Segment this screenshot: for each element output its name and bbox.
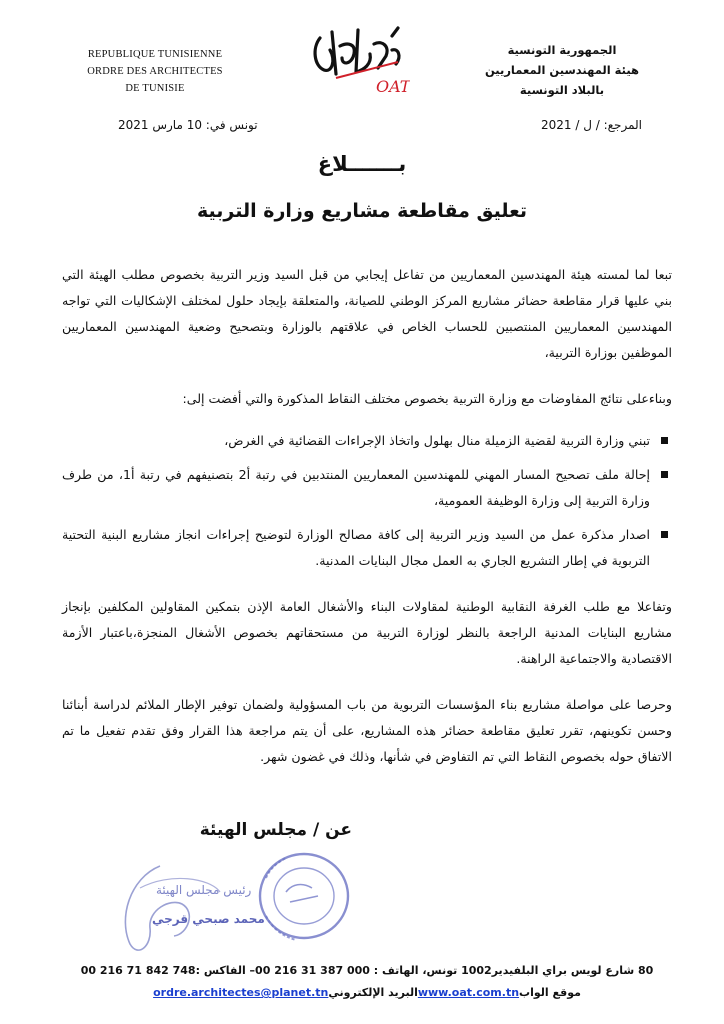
oat-logo-icon bbox=[306, 20, 410, 98]
header-ar-line-3: بالبلاد التونسية bbox=[519, 83, 605, 97]
handwritten-signature-icon bbox=[100, 858, 230, 958]
header-fr-line-2: ORDRE DES ARCHITECTES bbox=[87, 66, 223, 77]
website-link[interactable]: www.oat.com.tn bbox=[417, 986, 520, 999]
paragraph-4: وحرصا على مواصلة مشاريع بناء المؤسسات التربوية من باب المسؤولية ولضمان توفير الإطار الملائم لدراسة أبنائنا وحسن تكوينهم، تقرر تعليق مقاطعة حضائر هذه المشاريع، على أن يتم مراجعة هذا القرار وفق تقدم تفعيل ما تم الاتفاق حوله بخصوص النقاط التي تم التفاوض في شأنها، وذلك في غضون شهر. bbox=[62, 697, 672, 764]
document-body bbox=[62, 262, 672, 790]
list-item: تبني وزارة التربية لقضية الزميلة منال بهلول واتخاذ الإجراءات القضائية في الغرض، bbox=[62, 428, 650, 454]
list-item: إحالة ملف تصحيح المسار المهني للمهندسين المعماريين المنتدبين في رتبة أ2 بتصنيفهم في رتبة أ1، من طرف وزارة التربية إلى وزارة الوظيفة العمومية، bbox=[62, 462, 650, 514]
paragraph-1: تبعا لما لمسته هيئة المهندسين المعماريين من تفاعل إيجابي من قبل السيد وزير التربية بخصوص مطلب الهيئة التي بني عليها قرار مقاطعة حضائر مشاريع المركز الوطني للصيانة، والمتعلقة بإيجاد حلول لمختلف الإشكاليات التي تواجه المهندسين المعماريين المنتصبين للحساب الخاص في علاقتهم بالوزارة وبتصحيح وضعية المهندسين المعماريين الموظفين بوزارة التربية، bbox=[62, 267, 672, 360]
header-arabic bbox=[482, 40, 642, 100]
header-ar-line-1: الجمهورية التونسية bbox=[507, 43, 617, 57]
header-french bbox=[70, 46, 240, 97]
email-link[interactable]: ordre.architectes@planet.tn bbox=[153, 986, 329, 999]
document-footer bbox=[62, 960, 672, 1004]
email-label: البريد الإلكتروني bbox=[328, 986, 418, 999]
stamp-name: محمد صبحي قرجي bbox=[152, 912, 265, 926]
website-label: موقع الواب bbox=[519, 986, 581, 999]
footer-address: 80 شارع لويس براي البلفيدير1002 تونس، الهاتف : 000 387 31 216 00– الفاكس :748 842 71 216 00 bbox=[80, 964, 654, 977]
header-fr-line-3: DE TUNISIE bbox=[125, 83, 185, 94]
document-reference: المرجع: / ل / 2021 bbox=[540, 118, 642, 132]
header-fr-line-1: REPUBLIQUE TUNISIENNE bbox=[87, 49, 223, 60]
stamp-title: رئيس مجلس الهيئة bbox=[156, 883, 252, 897]
announcement-heading: بـــــــلاغ bbox=[317, 152, 407, 176]
signatory-heading: عن / مجلس الهيئة bbox=[199, 820, 352, 840]
list-item: اصدار مذكرة عمل من السيد وزير التربية إلى كافة مصالح الوزارة لتوضيح إجراءات انجاز مشاريع البنية التحتية التربوية في إطار التشريع الجاري به العمل مجال البنايات المدنية. bbox=[62, 522, 650, 574]
footer-contacts bbox=[62, 982, 672, 1004]
paragraph-3: وتفاعلا مع طلب الغرفة النقابية الوطنية لمقاولات البناء والأشغال العامة الإذن بتمكين المقاولين المكلفين بإنجاز مشاريع البنايات المدنية الراجعة بالنظر لوزارة التربية من مستحقاتهم بخصوص الأشغال المنجزة،باعتبار الأزمة الاقتصادية والاجتماعية الراهنة. bbox=[62, 599, 672, 666]
document-date: تونس في: 10 مارس 2021 bbox=[118, 118, 258, 132]
document-subject: تعليق مقاطعة مشاريع وزارة التربية bbox=[196, 200, 527, 222]
outcomes-list bbox=[62, 428, 672, 574]
header-ar-line-2: هيئة المهندسين المعماريين bbox=[484, 63, 640, 77]
logo-text: OAT bbox=[376, 77, 410, 96]
paragraph-2: وبناءعلى نتائج المفاوضات مع وزارة التربية بخصوص مختلف النقاط المذكورة والتي أفضت إلى: bbox=[182, 391, 672, 406]
